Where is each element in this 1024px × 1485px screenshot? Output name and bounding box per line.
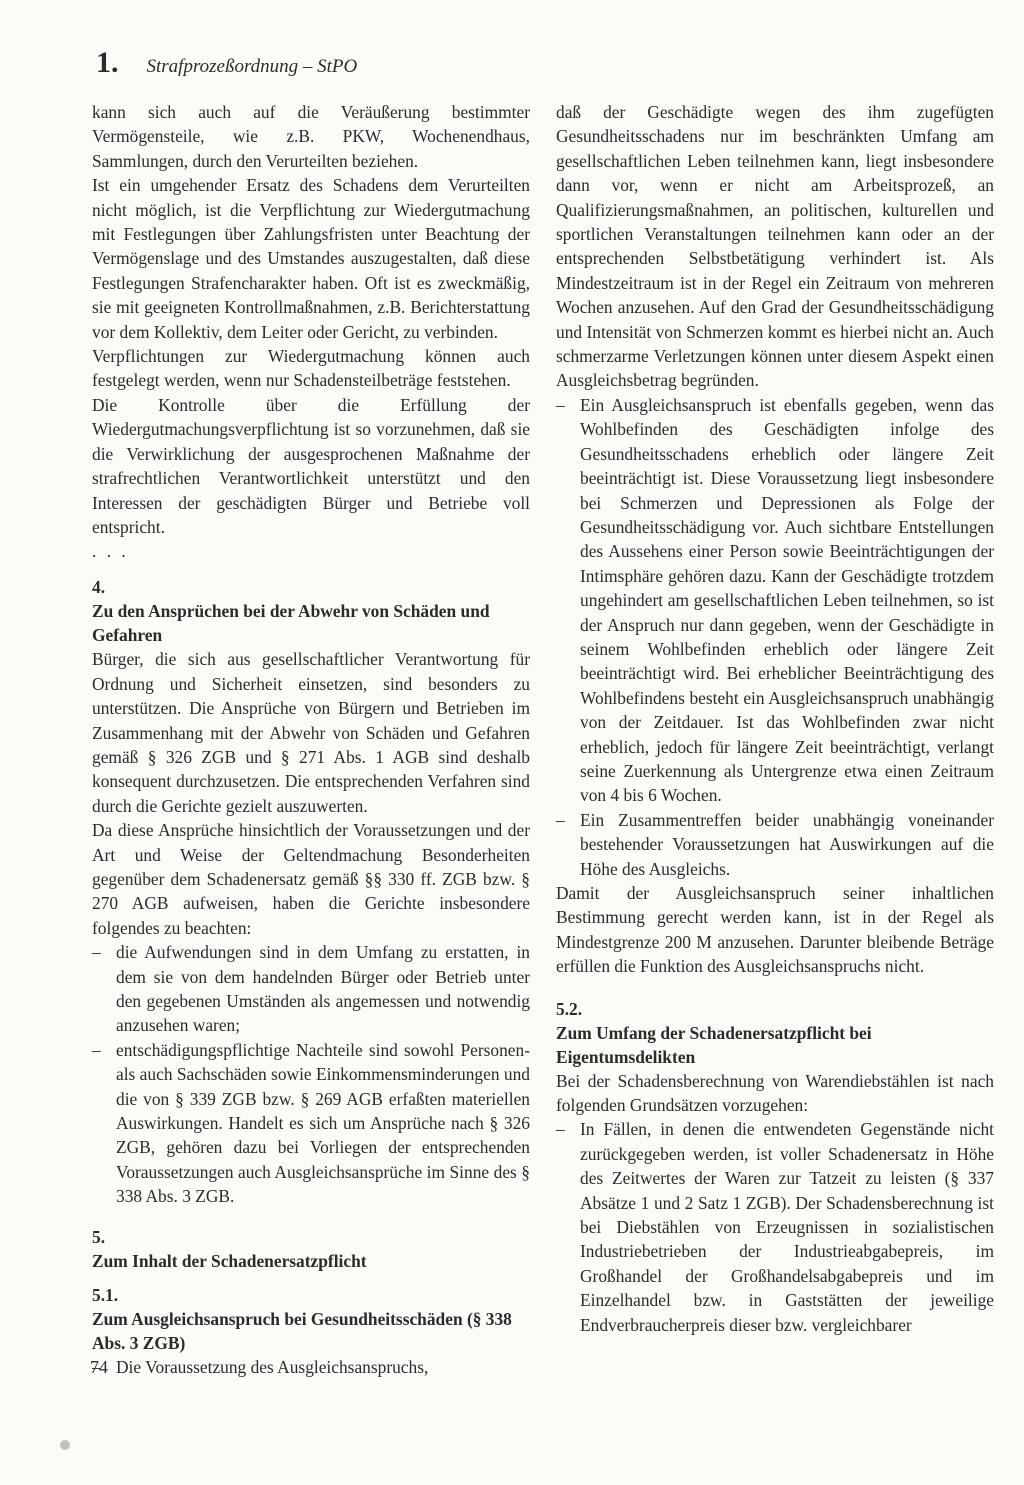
dash-list <box>92 940 530 1208</box>
section-number: 4. <box>92 577 106 598</box>
section-heading <box>92 575 530 647</box>
chapter-number: 1. <box>96 46 119 79</box>
list-item: – die Aufwendungen sind in dem Umfang zu erstatten, in dem sie von dem handelnden Bürger oder Betrieb unter den gegebenen Umständen als angemessen und notwendig anzusehen waren; <box>92 940 530 1038</box>
section-heading <box>92 1225 530 1273</box>
dash-list <box>92 1355 530 1379</box>
dash-list <box>556 1117 994 1337</box>
chapter-title: Strafprozeßordnung – StPO <box>146 56 358 77</box>
list-item: – Ein Zusammentreffen beider unabhängig voneinander bestehender Voraussetzungen hat Auswirkungen auf die Höhe des Ausgleichs. <box>556 808 994 881</box>
section-number: 5.1. <box>92 1284 119 1305</box>
paragraph: Bürger, die sich aus gesellschaftlicher Verantwortung für Ordnung und Sicherheit einsetzen, sind besonders zu unterstützen. Die Ansprüche von Bürgern und Betrieben im Zusammenhang mit der Abwehr von Schäden und Gefahren gemäß § 326 ZGB und § 271 Abs. 1 AGB sind deshalb konsequent durchzusetzen. Die entsprechenden Verfahren sind durch die Gerichte gezielt auszuwerten. <box>92 649 530 816</box>
paragraph: Da diese Ansprüche hinsichtlich der Voraussetzungen und der Art und Weise der Geltendmachung Besonderheiten gegenüber dem Schadenersatz gemäß §§ 330 ff. ZGB bzw. § 270 AGB aufweisen, haben die Gerichte insbesondere folgendes zu beachten: <box>92 820 530 938</box>
section-title: Zu den Ansprüchen bei der Abwehr von Schäden und Gefahren <box>92 601 490 646</box>
paragraph: daß der Geschädigte wegen des ihm zugefügten Gesundheitsschadens nur im beschränkten Umfang am gesellschaftlichen Leben teilnehmen kann, liegt insbesondere dann vor, wenn er nicht am Arbeitsprozeß, an Qualifizierungsmaßnahmen, an politischen, kulturellen und sportlichen Veranstaltungen teilnehmen kann oder an der entsprechenden Selbstbetätigung verhindert ist. Als Mindestzeitraum ist in der Regel ein Zeitraum von mehreren Wochen anzusehen. Auf den Grad der Gesundheitsschädigung und Intensität von Schmerzen kommt es hierbei nicht an. Auch schmerzarme Verletzungen können unter diesem Aspekt einen Ausgleichsbetrag begründen. <box>556 102 994 391</box>
paragraph: Verpflichtungen zur Wiedergutmachung können auch festgelegt werden, wenn nur Schadensteilbeträge feststehen. <box>92 346 530 391</box>
list-item: – In Fällen, in denen die entwendeten Gegenstände nicht zurückgegeben werden, ist voller Schadenersatz in Höhe des Zeitwertes der Waren zur Tatzeit zu leisten (§ 337 Absätze 1 und 2 Satz 1 ZGB). Der Schadensberechnung ist bei Diebstählen von Erzeugnissen in sozialistischen Industriebetrieben der Industrieabgabepreis, im Großhandel der Großhandelsabgabepreis und im Einzelhandel bzw. in Gaststätten der jeweilige Endverbraucherpreis dieser bzw. vergleichbarer <box>556 1117 994 1337</box>
paragraph: Bei der Schadensberechnung von Warendiebstählen ist nach folgenden Grundsätzen vorzugehen: <box>556 1070 994 1116</box>
section-title: Zum Ausgleichsanspruch bei Gesundheitsschäden (§ 338 Abs. 3 ZGB) <box>92 1308 512 1353</box>
page-number: 74 <box>90 1357 108 1377</box>
dash-list <box>556 393 994 881</box>
running-header <box>96 46 357 86</box>
list-item: – Ein Ausgleichsanspruch ist ebenfalls gegeben, wenn das Wohlbefinden des Geschädigten infolge des Gesundheitsschadens erheblich oder längere Zeit beeinträchtigt ist. Diese Voraussetzung liegt insbesondere bei Schmerzen und Depressionen als Folge der Gesundheitsschädigung vor. Auch sichtbare Entstellungen des Aussehens einer Person sowie Beeinträchtigungen der Intimsphäre gehören dazu. Kann der Geschädigte trotzdem ungehindert am gesellschaftlichen Leben teilnehmen, so ist der Anspruch nur dann gegeben, wenn der Geschädigte in seinem Wohlbefinden erheblich oder längere Zeit beeinträchtigt wird. Bei erheblicher Beeinträchtigung des Wohlbefindens besteht ein Ausgleichsanspruch unabhängig von der Zeitdauer. Ist das Wohlbefinden zwar nicht erheblich, jedoch für längere Zeit beeinträchtigt, verlangt seine Zuerkennung als Untergrenze etwa einen Zeitraum von 4 bis 6 Wochen. <box>556 393 994 808</box>
subsection-heading <box>556 997 994 1069</box>
section-title: Zum Umfang der Schadenersatzpflicht bei Eigentumsdelikten <box>556 1022 872 1067</box>
paragraph: Damit der Ausgleichsanspruch seiner inhaltlichen Bestimmung gerecht werden kann, ist in der Regel als Mindestgrenze 200 M anzusehen. Darunter bleibende Beträge erfüllen die Funktion des Ausgleichsanspruchs nicht. <box>556 883 994 977</box>
paragraph: Ist ein umgehender Ersatz des Schadens dem Verurteilten nicht möglich, ist die Verpflichtung zur Wiedergutmachung mit Festlegungen über Zahlungsfristen unter Beachtung der Vermögenslage und des Umstandes auszugestalten, daß diese Festlegungen Strafencharakter haben. Oft ist es zweckmäßig, sie mit geeigneten Kontrollmaßnahmen, z.B. Berichterstattung vor dem Kollektiv, dem Leiter oder Gericht, zu verbinden. <box>92 175 530 342</box>
list-item: – entschädigungspflichtige Nachteile sind sowohl Personen- als auch Sachschäden sowie Einkommensminderungen und die von § 339 ZGB bzw. § 269 AGB erfaßten materiellen Auswirkungen. Handelt es sich um Ansprüche nach § 326 ZGB, gehören dazu bei Vorliegen der entsprechenden Voraussetzungen auch Ausgleichsansprüche im Sinne des § 338 Abs. 3 ZGB. <box>92 1038 530 1209</box>
section-number: 5. <box>92 1226 106 1247</box>
subsection-heading <box>92 1283 530 1355</box>
scan-smudge <box>60 1440 70 1450</box>
paragraph: Die Kontrolle über die Erfüllung der Wiedergutmachungsverpflichtung ist so vorzunehmen, daß sie die Verwirklichung der ausgesprochenen Maßnahme der strafrechtlichen Verantwortlichkeit unterstützt und den Interessen der geschädigten Bürger und Betriebe voll entspricht. <box>92 394 530 537</box>
left-column <box>92 100 530 1379</box>
paragraph: kann sich auch auf die Veräußerung bestimmter Vermögensteile, wie z.B. PKW, Wochenendhaus, Sammlungen, durch den Verurteilten beziehen. <box>92 102 530 171</box>
section-title: Zum Inhalt der Schadenersatzpflicht <box>92 1250 367 1271</box>
section-number: 5.2. <box>556 998 583 1019</box>
list-item: – Die Voraussetzung des Ausgleichsanspruchs, <box>92 1355 530 1379</box>
ellipsis: . . . <box>92 541 129 562</box>
right-column <box>556 100 994 1337</box>
